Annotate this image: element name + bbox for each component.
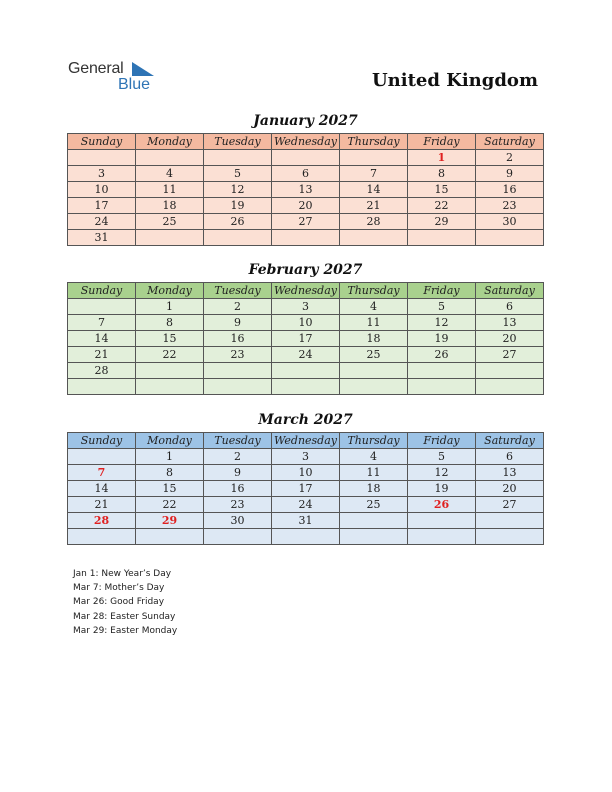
day-cell: 3 [68,166,136,182]
logo-triangle-icon [132,62,154,76]
day-cell: 13 [476,315,544,331]
day-cell: 14 [68,331,136,347]
day-cell: 25 [340,497,408,513]
calendar-body [68,449,544,545]
holiday-note: Jan 1: New Year’s Day [73,569,172,579]
weekday-header: Wednesday [272,283,340,299]
day-cell: 10 [272,315,340,331]
week-row [68,150,544,166]
day-cell: 15 [136,481,204,497]
weekday-header: Monday [136,433,204,449]
day-cell: 16 [476,182,544,198]
weekday-header: Thursday [340,134,408,150]
day-cell [476,230,544,246]
month-title-january: January 2027 [253,113,358,129]
week-row [68,481,544,497]
day-cell: 1 [136,449,204,465]
day-cell: 27 [272,214,340,230]
week-row [68,347,544,363]
day-cell: 19 [408,481,476,497]
weekday-header-row [68,433,544,449]
day-cell: 26 [408,347,476,363]
day-cell [340,379,408,395]
weekday-header: Friday [408,134,476,150]
day-cell: 1 [408,150,476,166]
day-cell [476,363,544,379]
day-cell: 6 [272,166,340,182]
weekday-header: Thursday [340,283,408,299]
month-title-february: February 2027 [248,262,363,278]
day-cell: 12 [204,182,272,198]
day-cell: 17 [272,331,340,347]
logo-general-text: General [68,60,124,77]
logo-blue-text: Blue [118,76,151,93]
calendar-body [68,150,544,246]
week-row [68,379,544,395]
day-cell [204,150,272,166]
calendar-january [67,133,544,246]
holiday-note: Mar 28: Easter Sunday [73,611,176,622]
day-cell: 7 [68,315,136,331]
weekday-header: Saturday [476,433,544,449]
day-cell: 21 [340,198,408,214]
holiday-note: Mar 7: Mother’s Day [73,583,165,594]
day-cell: 11 [340,315,408,331]
holiday-note: Mar 29: Easter Monday [73,625,178,636]
day-cell: 21 [68,497,136,513]
day-cell [408,230,476,246]
weekday-header-row [68,283,544,299]
day-cell [476,379,544,395]
day-cell: 8 [136,465,204,481]
day-cell: 4 [340,449,408,465]
day-cell [68,299,136,315]
calendar-february [67,282,544,395]
day-cell: 18 [136,198,204,214]
day-cell: 17 [272,481,340,497]
day-cell [272,230,340,246]
day-cell: 16 [204,481,272,497]
day-cell: 23 [204,347,272,363]
week-row [68,214,544,230]
country-title: United Kingdom [371,70,538,91]
day-cell: 31 [68,230,136,246]
day-cell [272,529,340,545]
day-cell [408,379,476,395]
day-cell: 5 [204,166,272,182]
day-cell: 11 [136,182,204,198]
day-cell: 5 [408,449,476,465]
day-cell [408,363,476,379]
day-cell: 13 [272,182,340,198]
day-cell: 31 [272,513,340,529]
weekday-header: Wednesday [272,433,340,449]
weekday-header: Saturday [476,283,544,299]
week-row [68,198,544,214]
day-cell: 24 [68,214,136,230]
day-cell: 29 [408,214,476,230]
logo [68,60,168,98]
day-cell: 22 [408,198,476,214]
day-cell [68,379,136,395]
day-cell [272,363,340,379]
weekday-header-row [68,134,544,150]
day-cell: 30 [204,513,272,529]
day-cell: 26 [204,214,272,230]
day-cell: 20 [272,198,340,214]
weekday-header: Saturday [476,134,544,150]
day-cell [68,529,136,545]
day-cell [136,379,204,395]
weekday-header: Wednesday [272,134,340,150]
week-row [68,182,544,198]
week-row [68,513,544,529]
day-cell: 12 [408,315,476,331]
weekday-header: Sunday [68,283,136,299]
week-row [68,465,544,481]
week-row [68,363,544,379]
day-cell: 3 [272,449,340,465]
day-cell [408,513,476,529]
week-row [68,449,544,465]
day-cell: 6 [476,299,544,315]
day-cell [340,513,408,529]
day-cell: 14 [340,182,408,198]
day-cell: 18 [340,331,408,347]
day-cell [476,513,544,529]
weekday-header: Tuesday [204,433,272,449]
weekday-header: Sunday [68,433,136,449]
day-cell: 4 [340,299,408,315]
day-cell: 9 [204,315,272,331]
day-cell: 21 [68,347,136,363]
day-cell: 10 [272,465,340,481]
day-cell: 27 [476,497,544,513]
day-cell: 24 [272,347,340,363]
day-cell [68,449,136,465]
calendar-body [68,299,544,395]
day-cell: 7 [340,166,408,182]
day-cell [204,529,272,545]
day-cell: 29 [136,513,204,529]
week-row [68,166,544,182]
week-row [68,331,544,347]
day-cell: 3 [272,299,340,315]
weekday-header: Friday [408,283,476,299]
weekday-header: Thursday [340,433,408,449]
day-cell: 27 [476,347,544,363]
day-cell: 22 [136,347,204,363]
day-cell [340,529,408,545]
day-cell: 7 [68,465,136,481]
holiday-notes [73,567,177,638]
day-cell: 13 [476,465,544,481]
day-cell: 4 [136,166,204,182]
day-cell: 28 [68,513,136,529]
day-cell [272,379,340,395]
day-cell [136,363,204,379]
weekday-header: Tuesday [204,283,272,299]
day-cell: 8 [136,315,204,331]
day-cell: 26 [408,497,476,513]
day-cell: 5 [408,299,476,315]
day-cell [204,230,272,246]
day-cell: 28 [68,363,136,379]
day-cell [272,150,340,166]
day-cell [204,379,272,395]
week-row [68,529,544,545]
weekday-header: Friday [408,433,476,449]
day-cell [136,150,204,166]
day-cell: 24 [272,497,340,513]
day-cell [408,529,476,545]
weekday-header: Monday [136,283,204,299]
day-cell: 11 [340,465,408,481]
week-row [68,299,544,315]
day-cell: 19 [204,198,272,214]
day-cell: 6 [476,449,544,465]
day-cell: 25 [340,347,408,363]
day-cell: 1 [136,299,204,315]
weekday-header: Monday [136,134,204,150]
day-cell: 19 [408,331,476,347]
day-cell: 23 [204,497,272,513]
day-cell: 10 [68,182,136,198]
calendar-march [67,432,544,545]
month-title-march: March 2027 [258,412,353,428]
day-cell [68,150,136,166]
day-cell [136,230,204,246]
day-cell [340,230,408,246]
week-row [68,497,544,513]
day-cell: 28 [340,214,408,230]
day-cell: 16 [204,331,272,347]
day-cell: 2 [476,150,544,166]
day-cell: 9 [204,465,272,481]
day-cell [476,529,544,545]
day-cell: 8 [408,166,476,182]
day-cell [204,363,272,379]
day-cell: 23 [476,198,544,214]
day-cell: 30 [476,214,544,230]
day-cell: 2 [204,449,272,465]
day-cell [340,363,408,379]
day-cell [340,150,408,166]
day-cell: 22 [136,497,204,513]
day-cell: 15 [136,331,204,347]
day-cell: 15 [408,182,476,198]
day-cell: 20 [476,481,544,497]
day-cell: 18 [340,481,408,497]
day-cell: 9 [476,166,544,182]
weekday-header: Sunday [68,134,136,150]
day-cell: 2 [204,299,272,315]
week-row [68,315,544,331]
day-cell: 25 [136,214,204,230]
week-row [68,230,544,246]
day-cell: 20 [476,331,544,347]
day-cell: 14 [68,481,136,497]
holiday-note: Mar 26: Good Friday [73,597,165,608]
day-cell: 12 [408,465,476,481]
weekday-header: Tuesday [204,134,272,150]
day-cell [136,529,204,545]
day-cell: 17 [68,198,136,214]
